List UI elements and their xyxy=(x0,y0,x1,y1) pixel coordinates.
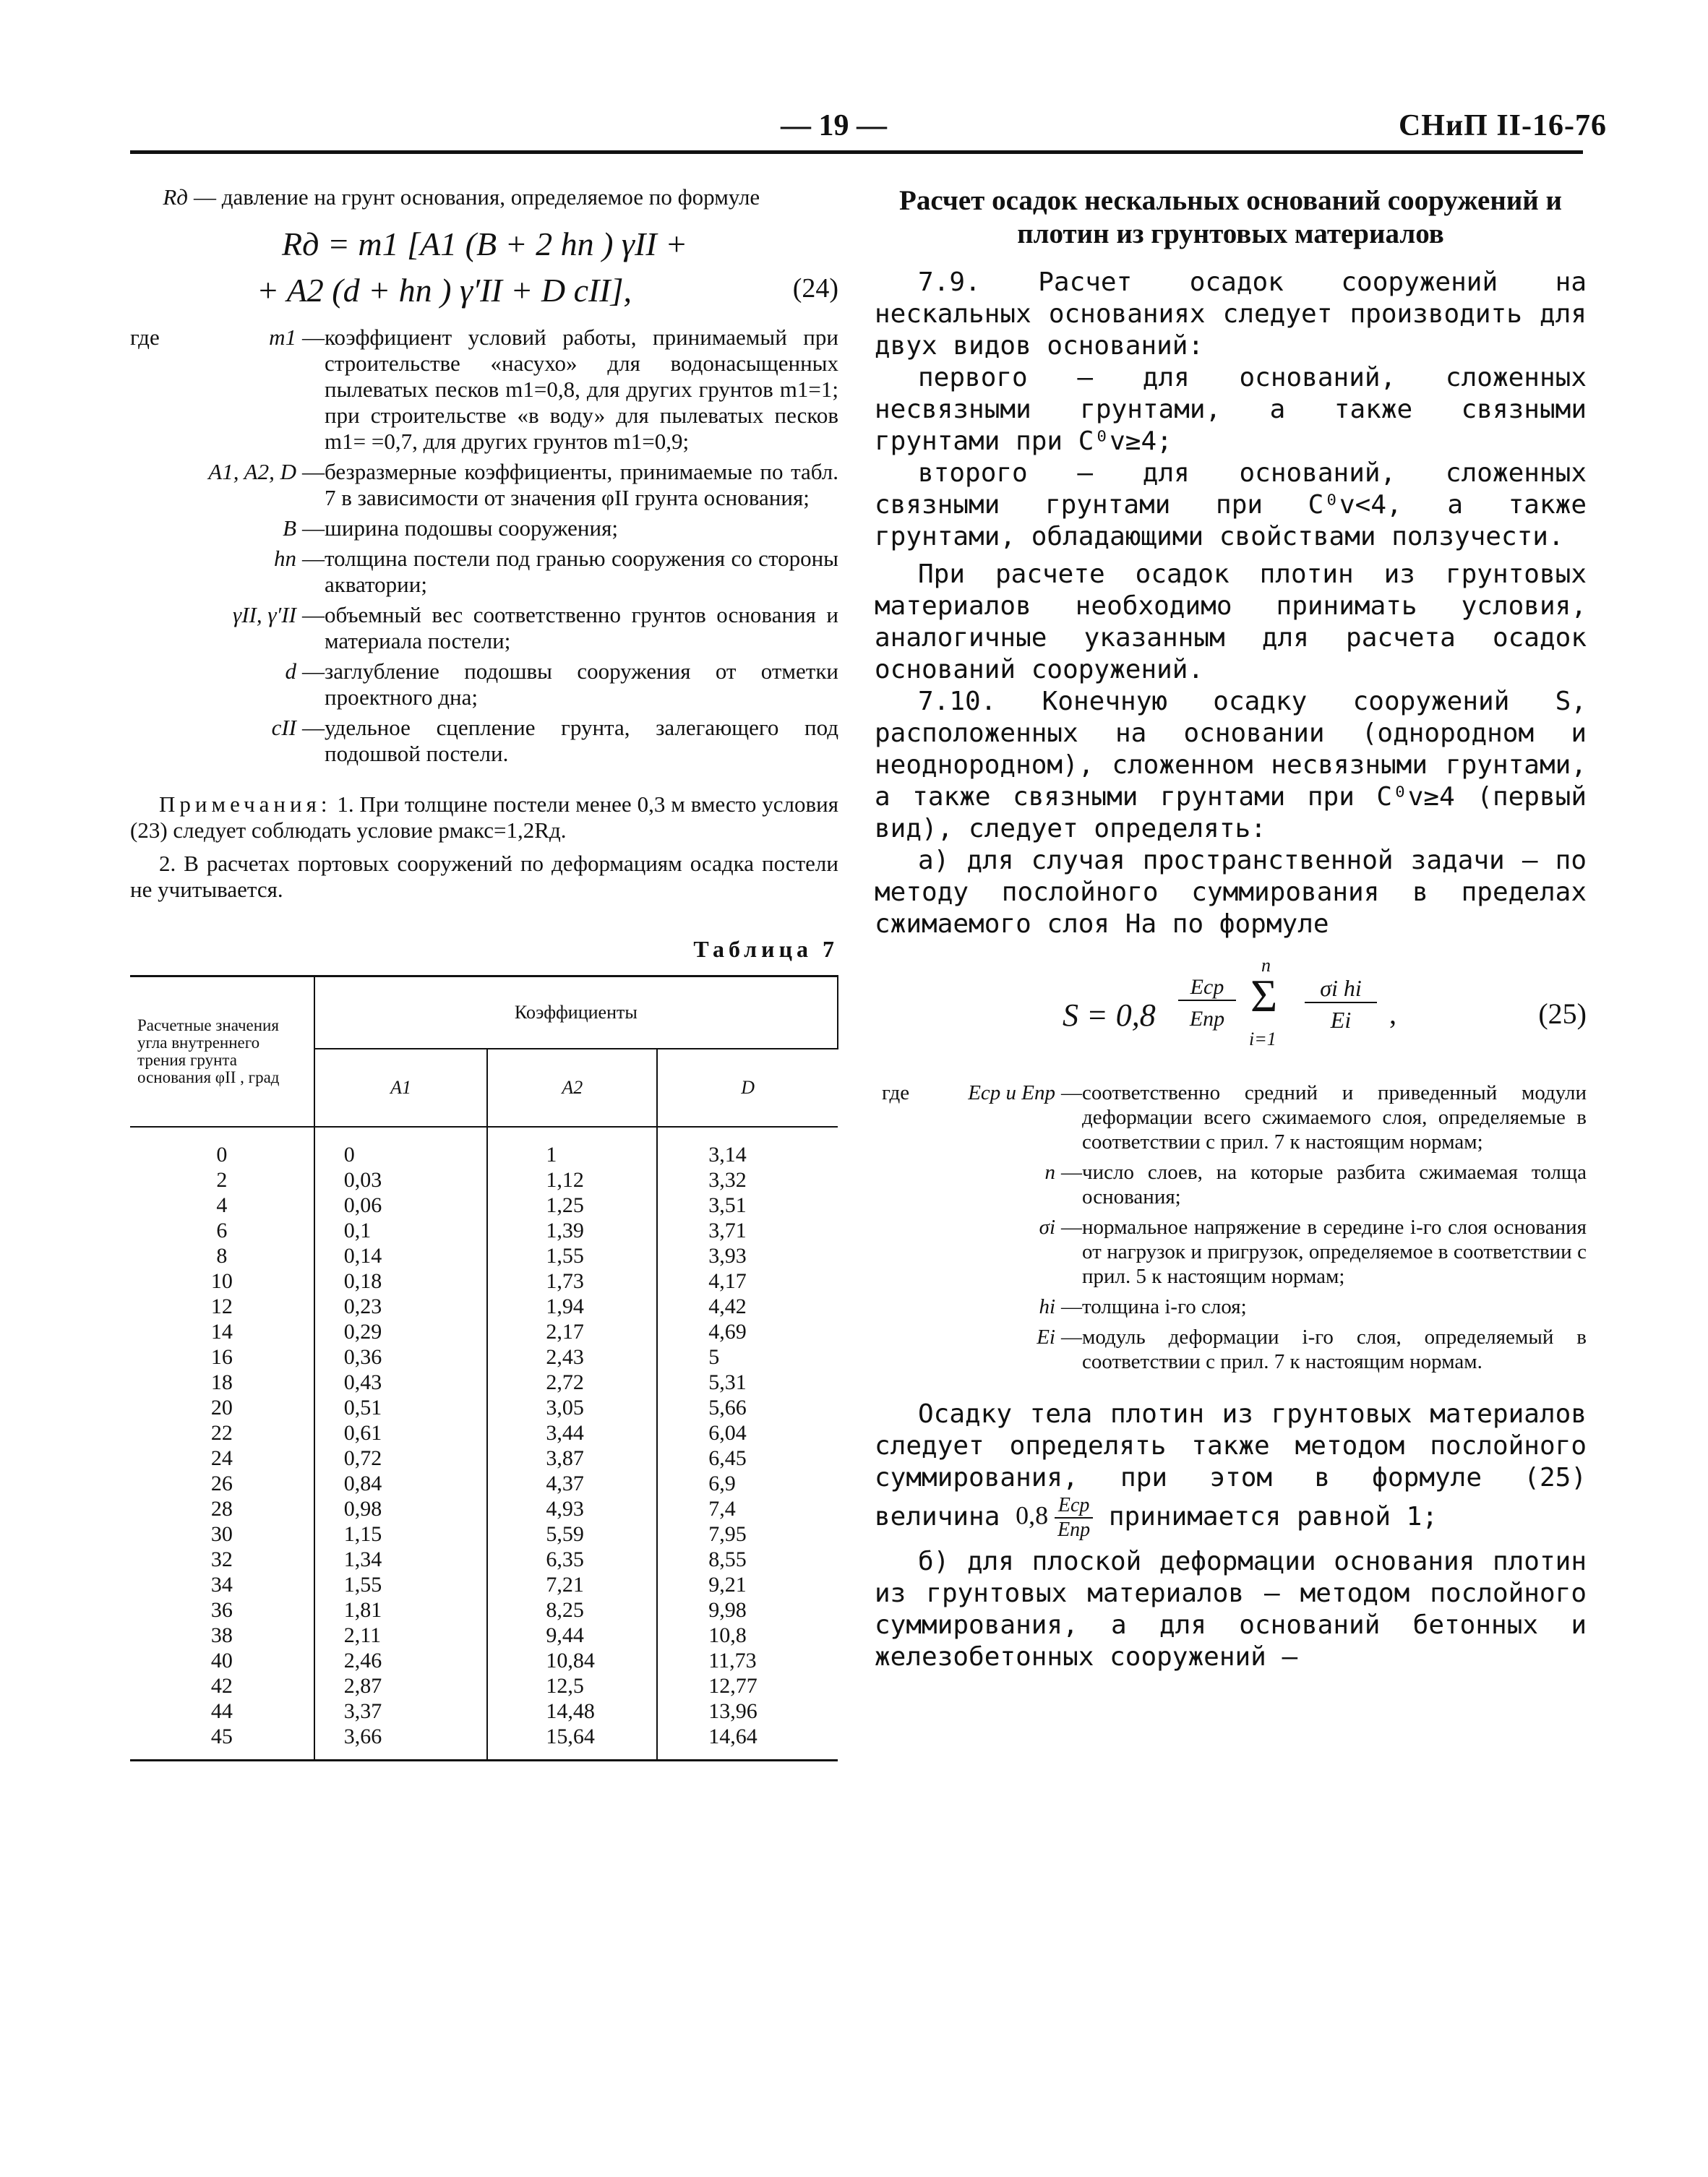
definitions-list xyxy=(130,325,838,767)
d-value: 10,8 xyxy=(708,1623,747,1647)
def-desc: безразмерные коэффициенты, принимаемые по табл. 7 в зависимости от значения φII грунта основания; xyxy=(325,459,838,510)
a2-value: 12,5 xyxy=(546,1674,584,1698)
phi-value: 16 xyxy=(210,1345,233,1369)
phi-value: 10 xyxy=(210,1269,233,1293)
d-value: 6,9 xyxy=(708,1472,736,1495)
a1-value: 0,1 xyxy=(343,1219,372,1242)
a1-value: 0,36 xyxy=(343,1345,382,1369)
a2-value: 3,05 xyxy=(546,1396,584,1420)
def-term: B xyxy=(283,515,296,541)
paragraph-7-9: 7.9. Расчет осадок сооружений на нескальных основаниях следует производить для двух видов оснований: xyxy=(875,267,1587,361)
a2-value: 7,21 xyxy=(546,1573,584,1597)
a2-value: 3,44 xyxy=(546,1421,584,1445)
a2-value: 6,35 xyxy=(546,1547,584,1571)
formula-line-1: Rд = m1 [A1 (B + 2 hп ) γII + xyxy=(282,226,688,262)
formula-den: Ei xyxy=(1330,1007,1352,1033)
def-desc: число слоев, на которые разбита сжимаемая толща основания; xyxy=(1082,1161,1587,1208)
d-value: 6,45 xyxy=(708,1446,747,1470)
def-term: γII, γ′II xyxy=(232,602,296,627)
phi-value: 45 xyxy=(210,1725,233,1748)
col-a2-header: A2 xyxy=(487,1049,657,1127)
a1-value: 0,03 xyxy=(343,1168,382,1192)
a1-value: 3,37 xyxy=(343,1699,382,1723)
a2-value: 1,55 xyxy=(546,1244,584,1268)
phi-value: 26 xyxy=(210,1472,233,1495)
d-value: 5 xyxy=(708,1345,720,1369)
inline-ecp: Eср xyxy=(1055,1494,1093,1519)
a1-value: 0,84 xyxy=(343,1472,382,1495)
a1-value: 1,55 xyxy=(343,1573,382,1597)
note-2: 2. В расчетах портовых сооружений по деформациям осадка постели не учитывается. xyxy=(130,851,838,902)
phi-value: 20 xyxy=(210,1396,233,1420)
table-7 xyxy=(130,975,838,1761)
d-value: 9,98 xyxy=(708,1598,747,1622)
def-desc: объемный вес соответственно грунтов основания и материала постели; xyxy=(325,602,838,653)
paragraph-second: второго — для оснований, сложенных связными грунтами при C⁰v<4, а также грунтами, обладающими свойствами ползучести. xyxy=(875,458,1587,551)
d-value: 13,96 xyxy=(708,1699,758,1723)
def-term: hi xyxy=(1039,1295,1055,1318)
a2-value: 14,48 xyxy=(546,1699,595,1723)
paragraph-dams: При расчете осадок плотин из грунтовых материалов необходимо принимать условия, аналогичные указанным для расчета осадок оснований сооружений. xyxy=(875,559,1587,684)
col-d-header: D xyxy=(657,1049,838,1127)
phi-value: 30 xyxy=(210,1522,233,1546)
def-row: hi — толщина i-го слоя; xyxy=(918,1294,1587,1319)
a2-value: 1 xyxy=(546,1143,557,1167)
def-desc: заглубление подошвы сооружения от отметки проектного дна; xyxy=(325,658,838,710)
phi-value: 0 xyxy=(216,1143,228,1167)
d-value: 3,93 xyxy=(708,1244,747,1268)
d-value: 5,31 xyxy=(708,1370,747,1394)
d-value: 3,71 xyxy=(708,1219,747,1242)
def-desc: ширина подошвы сооружения; xyxy=(325,515,618,541)
note-1-text: 1. При толщине постели менее 0,3 м вместо условия (23) следует соблюдать условие pмакс=1,2Rд. xyxy=(130,791,839,843)
a2-value: 4,93 xyxy=(546,1497,584,1521)
d-value: 7,95 xyxy=(708,1522,747,1546)
inline-epr: Eпр xyxy=(1057,1519,1091,1541)
phi-value: 4 xyxy=(216,1193,228,1217)
a1-value: 2,11 xyxy=(343,1623,382,1647)
phi-value: 18 xyxy=(210,1370,233,1394)
phi-value: 42 xyxy=(210,1674,233,1698)
d-value: 7,4 xyxy=(708,1497,736,1521)
note-label: Примечания: xyxy=(159,791,332,817)
a2-value: 1,94 xyxy=(546,1294,584,1318)
def-term: Ei xyxy=(1037,1326,1055,1349)
phi-value: 44 xyxy=(210,1699,233,1723)
d-value: 3,51 xyxy=(708,1193,747,1217)
def-term: cII xyxy=(271,715,296,740)
a1-value: 0,43 xyxy=(343,1370,382,1394)
a1-column xyxy=(314,1127,488,1761)
d-value: 11,73 xyxy=(708,1649,757,1673)
page-number: — 19 — xyxy=(781,109,887,142)
formula-24 xyxy=(130,222,838,316)
a2-value: 4,37 xyxy=(546,1472,584,1495)
section-title: Расчет осадок нескальных оснований сооружений и плотин из грунтовых материалов xyxy=(899,185,1562,249)
a2-value: 1,39 xyxy=(546,1219,584,1242)
rd-definition: Rд — давление на грунт основания, определяемое по формуле xyxy=(130,184,838,210)
formula-sigma: Σ xyxy=(1250,970,1278,1021)
page-header xyxy=(0,108,1708,152)
where-label: где xyxy=(882,1081,910,1104)
paragraph-first: первого — для оснований, сложенных несвязными грунтами, а также связными грунтами при C⁰v≥4; xyxy=(875,363,1587,456)
a1-value: 0,18 xyxy=(343,1269,382,1293)
a2-value: 8,25 xyxy=(546,1598,584,1622)
d-value: 3,32 xyxy=(708,1168,747,1192)
phi-value: 12 xyxy=(210,1294,233,1318)
a2-value: 3,87 xyxy=(546,1446,584,1470)
def-desc: толщина i-го слоя; xyxy=(1082,1295,1247,1318)
def-row: γII, γ′II — объемный вес соответственно грунтов основания и материала постели; xyxy=(130,602,838,654)
d-value: 4,69 xyxy=(708,1320,747,1344)
formula-number: (24) xyxy=(792,273,838,304)
phi-value: 8 xyxy=(216,1244,228,1268)
a1-value: 0,29 xyxy=(343,1320,382,1344)
def-row: Eср и Eпр — соответственно средний и приведенный модули деформации всего сжимаемого слоя, определяемые в соответствии с прил. 7 к настоящим нормам; xyxy=(918,1081,1587,1154)
a1-value: 0,06 xyxy=(343,1193,382,1217)
paragraph-body-1: Осадку тела плотин из грунтовых материалов следует определять также методом послойного суммирования, при этом в формуле (25) величина xyxy=(875,1399,1587,1532)
formula-epr: Eпр xyxy=(1189,1007,1225,1031)
def-desc: толщина постели под гранью сооружения со стороны акватории; xyxy=(325,546,838,597)
table-title: Таблица 7 xyxy=(693,936,838,962)
formula-n: n xyxy=(1261,955,1271,976)
phi-value: 6 xyxy=(216,1219,228,1242)
a2-value: 10,84 xyxy=(546,1649,595,1673)
def-row: σi — нормальное напряжение в середине i-го слоя основания от нагрузок и пригрузок, определяемое в соответствии с прил. 5 к настоящим нормам; xyxy=(918,1215,1587,1289)
a1-value: 3,66 xyxy=(343,1725,382,1748)
phi-value: 36 xyxy=(210,1598,233,1622)
a1-value: 2,46 xyxy=(343,1649,382,1673)
a1-value: 0,23 xyxy=(343,1294,382,1318)
a1-value: 1,34 xyxy=(343,1547,382,1571)
a2-value: 15,64 xyxy=(546,1725,595,1748)
phi-value: 22 xyxy=(210,1421,233,1445)
d-value: 4,17 xyxy=(708,1269,747,1293)
inline-ratio-k: 0,8 xyxy=(1016,1500,1049,1530)
a1-value: 0,72 xyxy=(343,1446,382,1470)
def-term: d xyxy=(285,658,296,684)
left-column xyxy=(130,184,838,1761)
def-row: m1 — коэффициент условий работы, принимаемый при строительстве «насухо» для водонасыщенных пылеватых песков m1=0,8, для других грунтов m1=1; при строительстве «в воду» для пылеватых песков m1= =0,7, для других грунтов m1=0,9; xyxy=(130,325,838,455)
formula-line-2: + A2 (d + hп ) γ′II + D cII], xyxy=(257,272,632,309)
def-term: σi xyxy=(1039,1216,1055,1239)
closing-text xyxy=(875,1399,1587,1673)
def-row: d — заглубление подошвы сооружения от отметки проектного дна; xyxy=(130,658,838,710)
def-term: Rд xyxy=(163,184,188,210)
a1-value: 0,61 xyxy=(343,1421,382,1445)
a1-value: 0,14 xyxy=(343,1244,382,1268)
a2-value: 5,59 xyxy=(546,1522,584,1546)
formula-comma: , xyxy=(1389,997,1396,1030)
col-a1-header: A1 xyxy=(314,1049,488,1127)
a2-value: 1,73 xyxy=(546,1269,584,1293)
d-value: 6,04 xyxy=(708,1421,747,1445)
d-value: 5,66 xyxy=(708,1396,747,1420)
phi-value: 24 xyxy=(210,1446,233,1470)
def-row: Ei — модуль деформации i-го слоя, определяемый в соответствии с прил. 7 к настоящим нормам. xyxy=(918,1325,1587,1374)
def-term: hп xyxy=(274,546,296,571)
phi-value: 34 xyxy=(210,1573,233,1597)
phi-value: 2 xyxy=(216,1168,228,1192)
paragraph-body-2: принимается равной 1; xyxy=(1108,1502,1438,1532)
d-value: 12,77 xyxy=(708,1674,758,1698)
phi-value: 38 xyxy=(210,1623,233,1647)
def-term: A1, A2, D xyxy=(208,459,296,484)
def-desc: удельное сцепление грунта, залегающего под подошвой постели. xyxy=(325,715,838,766)
paragraph-b: б) для плоской деформации основания плотин из грунтовых материалов — методом послойного суммирования, а для оснований бетонных и железобетонных сооружений — xyxy=(875,1547,1587,1672)
formula-i1: i=1 xyxy=(1249,1029,1276,1049)
document-id: СНиП II-16-76 xyxy=(1398,109,1607,142)
a1-value: 0 xyxy=(343,1143,355,1167)
table-body xyxy=(130,1127,838,1761)
d-column xyxy=(657,1127,838,1761)
a2-column xyxy=(487,1127,657,1761)
def-row: hп — толщина постели под гранью сооружения со стороны акватории; xyxy=(130,546,838,598)
a2-value: 9,44 xyxy=(546,1623,584,1647)
d-value: 3,14 xyxy=(708,1143,747,1167)
a2-value: 1,12 xyxy=(546,1168,584,1192)
header-rule xyxy=(130,150,1583,154)
formula-num: σi hi xyxy=(1305,975,1377,1003)
formula-25 xyxy=(875,955,1587,1082)
formula-s: S = 0,8 xyxy=(1063,997,1156,1033)
phi-value: 32 xyxy=(210,1547,233,1571)
def-desc: модуль деформации i-го слоя, определяемый в соответствии с прил. 7 к настоящим нормам. xyxy=(1082,1326,1587,1373)
def-row: cII — удельное сцепление грунта, залегающего под подошвой постели. xyxy=(130,715,838,767)
def-desc: давление на грунт основания, определяемое по формуле xyxy=(221,184,760,210)
a1-value: 2,87 xyxy=(343,1674,382,1698)
paragraph-body xyxy=(875,1399,1587,1542)
d-value: 4,42 xyxy=(708,1294,747,1318)
def-term: Eср и Eпр xyxy=(968,1081,1055,1104)
a2-value: 2,72 xyxy=(546,1370,584,1394)
phi-column xyxy=(130,1127,314,1761)
inline-ratio xyxy=(1016,1494,1093,1542)
a1-value: 1,15 xyxy=(343,1522,382,1546)
formula-number-25: (25) xyxy=(1538,997,1587,1030)
a1-value: 1,81 xyxy=(343,1598,382,1622)
right-column xyxy=(875,184,1587,1673)
def-term: m1 xyxy=(269,325,296,350)
d-value: 14,64 xyxy=(708,1725,758,1748)
a1-value: 0,98 xyxy=(343,1497,382,1521)
def-row: n — число слоев, на которые разбита сжимаемая толща основания; xyxy=(918,1160,1587,1209)
formula-25-definitions xyxy=(875,1081,1587,1374)
d-value: 8,55 xyxy=(708,1547,747,1571)
def-row: A1, A2, D — безразмерные коэффициенты, принимаемые по табл. 7 в зависимости от значения φII грунта основания; xyxy=(130,459,838,511)
section-body xyxy=(875,267,1587,940)
def-term: n xyxy=(1044,1161,1055,1184)
phi-value: 28 xyxy=(210,1497,233,1521)
col-phi-header: Расчетные значения угла внутреннего трения грунта основания φII , град xyxy=(130,976,314,1128)
a2-value: 1,25 xyxy=(546,1193,584,1217)
phi-value: 40 xyxy=(210,1649,233,1673)
def-desc: соответственно средний и приведенный модули деформации всего сжимаемого слоя, определяемые в соответствии с прил. 7 к настоящим нормам; xyxy=(1082,1081,1587,1154)
def-desc: нормальное напряжение в середине i-го слоя основания от нагрузок и пригрузок, определяемое в соответствии с прил. 5 к настоящим нормам; xyxy=(1082,1216,1587,1288)
where-label: где xyxy=(130,325,160,350)
a2-value: 2,43 xyxy=(546,1345,584,1369)
d-value: 9,21 xyxy=(708,1573,747,1597)
phi-value: 14 xyxy=(210,1320,233,1344)
formula-ecp: Eср xyxy=(1178,975,1236,1001)
def-desc: коэффициент условий работы, принимаемый при строительстве «насухо» для водонасыщенных пылеватых песков m1=0,8, для других грунтов m1=1; при строительстве «в воду» для пылеватых песков m1= =0,7, для других грунтов m1=0,9; xyxy=(325,325,838,454)
paragraph-7-10: 7.10. Конечную осадку сооружений S, расположенных на основании (однородном и неоднородном), сложенном несвязными грунтами, а также связными грунтами при C⁰v≥4 (первый вид), следует определять: xyxy=(875,687,1587,843)
a1-value: 0,51 xyxy=(343,1396,382,1420)
def-row: B — ширина подошвы сооружения; xyxy=(130,515,838,541)
coefficients-header: Коэффициенты xyxy=(314,976,838,1049)
paragraph-a: а) для случая пространственной задачи — по методу послойного суммирования в пределах сжимаемого слоя Hа по формуле xyxy=(875,846,1587,939)
note-1 xyxy=(130,791,838,843)
a2-value: 2,17 xyxy=(546,1320,584,1344)
